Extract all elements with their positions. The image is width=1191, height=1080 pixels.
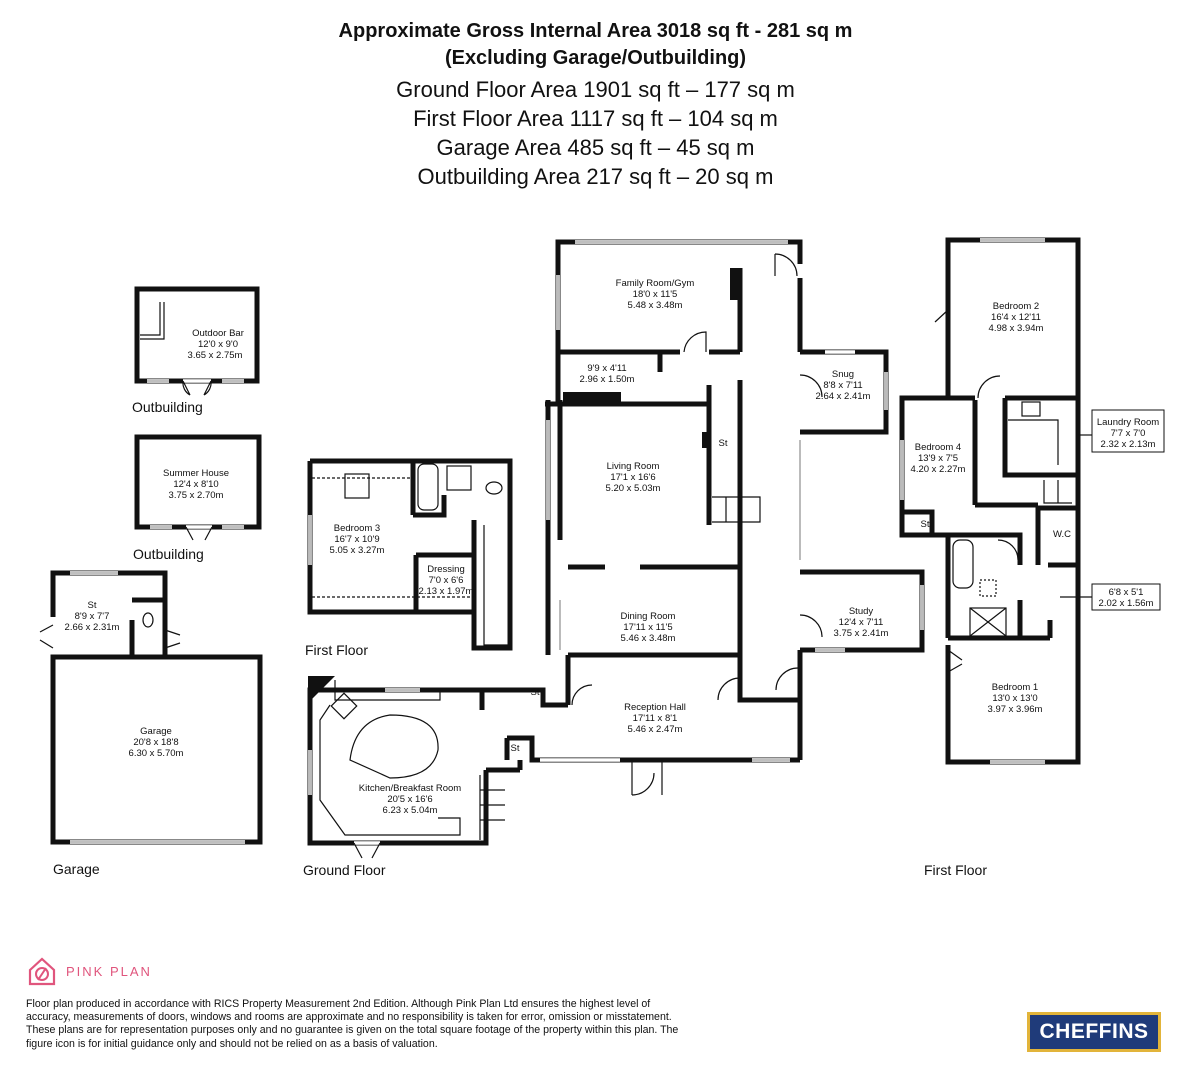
bedroom4-name: Bedroom 4 [914,442,962,453]
garage-floor-label: Garage [53,861,100,877]
pink-plan-logo [26,955,152,987]
st-label-2: St [530,687,540,698]
study-name: Study [848,606,874,617]
family-room-imperial: 18'0 x 11'5 [632,289,678,300]
first-floor-right [902,240,1164,762]
gross-area-title: Approximate Gross Internal Area 3018 sq ft - 281 sq m [338,20,853,42]
summer-house-name: Summer House [163,468,229,479]
outbuilding-label-1: Outbuilding [132,399,203,415]
bedroom1-metric: 3.97 x 3.96m [987,704,1043,715]
living-room-metric: 5.20 x 5.03m [605,483,661,494]
summer-house-outbuilding [137,437,259,540]
snug-name: Snug [831,369,855,380]
pink-plan-brand: PINK PLAN [66,963,152,979]
living-room-name: Living Room [606,461,660,472]
outdoor-bar-name: Outdoor Bar [192,328,244,339]
bathroom-imperial: 6'8 x 5'1 [1108,587,1144,598]
dressing-name: Dressing [427,564,465,575]
gross-area-subtitle: (Excluding Garage/Outbuilding) [444,47,747,69]
dining-room-name: Dining Room [620,611,676,622]
cheffins-logo: CHEFFINS [1027,1012,1161,1052]
small-room-imperial: 9'9 x 4'11 [587,363,627,374]
bedroom2-name: Bedroom 2 [992,301,1040,312]
garage-area: Garage Area 485 sq ft – 45 sq m [436,135,755,160]
wc-name: W.C [1053,529,1071,540]
ground-floor-area: Ground Floor Area 1901 sq ft – 177 sq m [396,77,795,102]
laundry-metric: 2.32 x 2.13m [1100,439,1156,450]
bedroom4-imperial: 13'9 x 7'5 [917,453,959,464]
bedroom3-name: Bedroom 3 [333,523,381,534]
kitchen-imperial: 20'5 x 16'6 [387,794,433,805]
first-floor-right-label: First Floor [924,862,987,878]
summer-house-metric: 3.75 x 2.70m [168,490,224,501]
living-room-imperial: 17'1 x 16'6 [610,472,656,483]
garage-st-name: St [87,600,97,611]
ground-floor [308,242,922,858]
study-imperial: 12'4 x 7'11 [838,617,884,628]
family-room-name: Family Room/Gym [615,278,695,289]
kitchen-name: Kitchen/Breakfast Room [358,783,462,794]
study-metric: 3.75 x 2.41m [833,628,889,639]
summer-house-imperial: 12'4 x 8'10 [173,479,219,490]
laundry-name: Laundry Room [1096,417,1160,428]
outbuilding-label-2: Outbuilding [133,546,204,562]
bathroom-metric: 2.02 x 1.56m [1098,598,1154,609]
reception-hall-name: Reception Hall [624,702,686,713]
first-floor-area: First Floor Area 1117 sq ft – 104 sq m [413,106,778,131]
garage-st-metric: 2.66 x 2.31m [64,622,120,633]
garage-name: Garage [140,726,172,737]
outbuilding-area: Outbuilding Area 217 sq ft – 20 sq m [417,164,774,189]
bedroom2-metric: 4.98 x 3.94m [988,323,1044,334]
bedroom1-name: Bedroom 1 [991,682,1039,693]
first-floor-left [310,461,510,648]
bedroom4-metric: 4.20 x 2.27m [910,464,966,475]
garage-metric: 6.30 x 5.70m [128,748,184,759]
first-floor-left-label: First Floor [305,642,368,658]
st-label-3: St [510,743,520,754]
ground-floor-label: Ground Floor [303,862,386,878]
reception-hall-imperial: 17'11 x 8'1 [632,713,678,724]
st-label-4: St [920,519,930,530]
outdoor-bar-outbuilding [137,289,257,395]
dining-room-imperial: 17'11 x 11'5 [623,622,673,633]
laundry-imperial: 7'7 x 7'0 [1110,428,1146,439]
outdoor-bar-metric: 3.65 x 2.75m [187,350,243,361]
st-label-1: St [718,438,728,449]
bedroom2-imperial: 16'4 x 12'11 [991,312,1041,323]
kitchen-metric: 6.23 x 5.04m [382,805,438,816]
snug-metric: 2.64 x 2.41m [815,391,871,402]
bedroom1-imperial: 13'0 x 13'0 [992,693,1038,704]
outdoor-bar-imperial: 12'0 x 9'0 [197,339,239,350]
reception-hall-metric: 5.46 x 2.47m [627,724,683,735]
dressing-metric: 2.13 x 1.97m [418,586,474,597]
house-icon [26,955,58,987]
garage-st-imperial: 8'9 x 7'7 [74,611,110,622]
small-room-metric: 2.96 x 1.50m [579,374,635,385]
family-room-metric: 5.48 x 3.48m [627,300,683,311]
bedroom3-metric: 5.05 x 3.27m [329,545,385,556]
garage-block [40,573,260,842]
garage-imperial: 20'8 x 18'8 [133,737,179,748]
dining-room-metric: 5.46 x 3.48m [620,633,676,644]
dressing-imperial: 7'0 x 6'6 [428,575,464,586]
snug-imperial: 8'8 x 7'11 [823,380,863,391]
bedroom3-imperial: 16'7 x 10'9 [334,534,380,545]
disclaimer-text: Floor plan produced in accordance with RICS Property Measurement 2nd Edition. Although Pink Plan Ltd ensures the highest level of accuracy, measurements of doors, windows and rooms are approximate and no responsibility is taken for error, omission or misstatement. These plans are for representation purposes only and no guarantee is given on the total square footage of the property within this plan. The figure icon is for initial guidance only and should not be relied on as a basis of valuation. [26,998,679,1050]
